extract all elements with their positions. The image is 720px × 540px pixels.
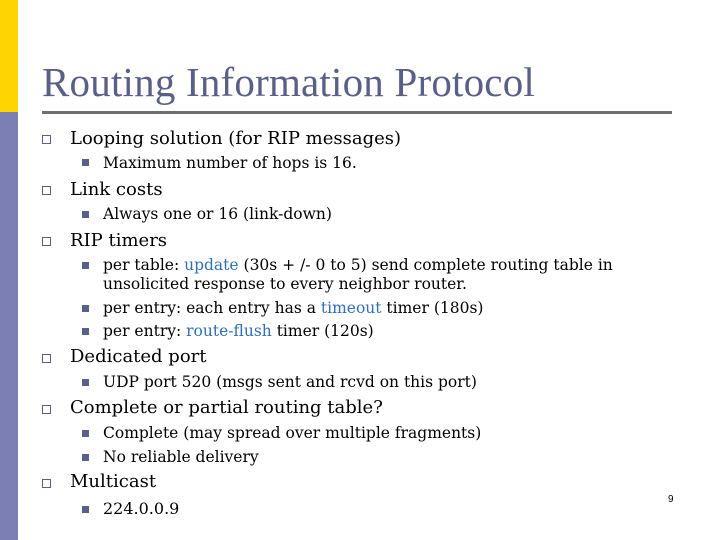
highlight-term: route-flush — [186, 322, 272, 340]
square-subbullet-icon — [82, 328, 89, 335]
bullet-rip-timers: RIP timers — [70, 230, 168, 251]
text-segment: per entry: each entry has a — [103, 299, 321, 317]
sub-bullet-timeout — [103, 299, 483, 318]
sub-bullet: No reliable delivery — [103, 448, 259, 466]
square-subbullet-icon — [82, 262, 89, 269]
bullet-routing-table: Complete or partial routing table? — [70, 397, 383, 418]
sub-bullet-update — [103, 256, 613, 275]
bullet-multicast: Multicast — [70, 471, 157, 492]
bullet-looping: Looping solution (for RIP messages) — [70, 128, 402, 149]
square-subbullet-icon — [82, 305, 89, 312]
square-subbullet-icon — [82, 430, 89, 437]
sub-bullet: Always one or 16 (link-down) — [103, 205, 332, 223]
square-subbullet-icon — [82, 454, 89, 461]
square-bullet-icon — [42, 135, 51, 144]
slide-title: Routing Information Protocol — [42, 59, 535, 105]
square-subbullet-icon — [82, 379, 89, 386]
sub-bullet: UDP port 520 (msgs sent and rcvd on this port) — [103, 373, 477, 391]
text-segment: (30s + /- 0 to 5) send complete routing table in — [238, 256, 613, 274]
square-bullet-icon — [42, 479, 51, 488]
sub-bullet: Maximum number of hops is 16. — [103, 154, 357, 172]
text-segment: timer (120s) — [271, 322, 374, 340]
text-segment: timer (180s) — [381, 299, 484, 317]
square-subbullet-icon — [82, 211, 89, 218]
square-subbullet-icon — [82, 159, 89, 166]
bullet-link-costs: Link costs — [70, 179, 163, 200]
sub-bullet: 224.0.0.9 — [103, 499, 180, 518]
text-segment: per entry: — [103, 322, 187, 340]
square-subbullet-icon — [82, 506, 89, 513]
title-underline — [42, 111, 672, 114]
left-accent-bar-purple — [0, 112, 18, 540]
highlight-term: update — [184, 256, 239, 274]
square-bullet-icon — [42, 186, 51, 195]
highlight-term: timeout — [320, 299, 382, 317]
square-bullet-icon — [42, 237, 51, 246]
square-bullet-icon — [42, 405, 51, 414]
text-segment: per table: — [103, 256, 185, 274]
sub-bullet: Complete (may spread over multiple fragments) — [103, 424, 482, 442]
page-number: 9 — [668, 494, 674, 505]
bullet-dedicated-port: Dedicated port — [70, 346, 207, 367]
sub-bullet-route-flush — [103, 322, 374, 341]
sub-bullet-continuation: unsolicited response to every neighbor router. — [103, 275, 467, 293]
square-bullet-icon — [42, 354, 51, 363]
